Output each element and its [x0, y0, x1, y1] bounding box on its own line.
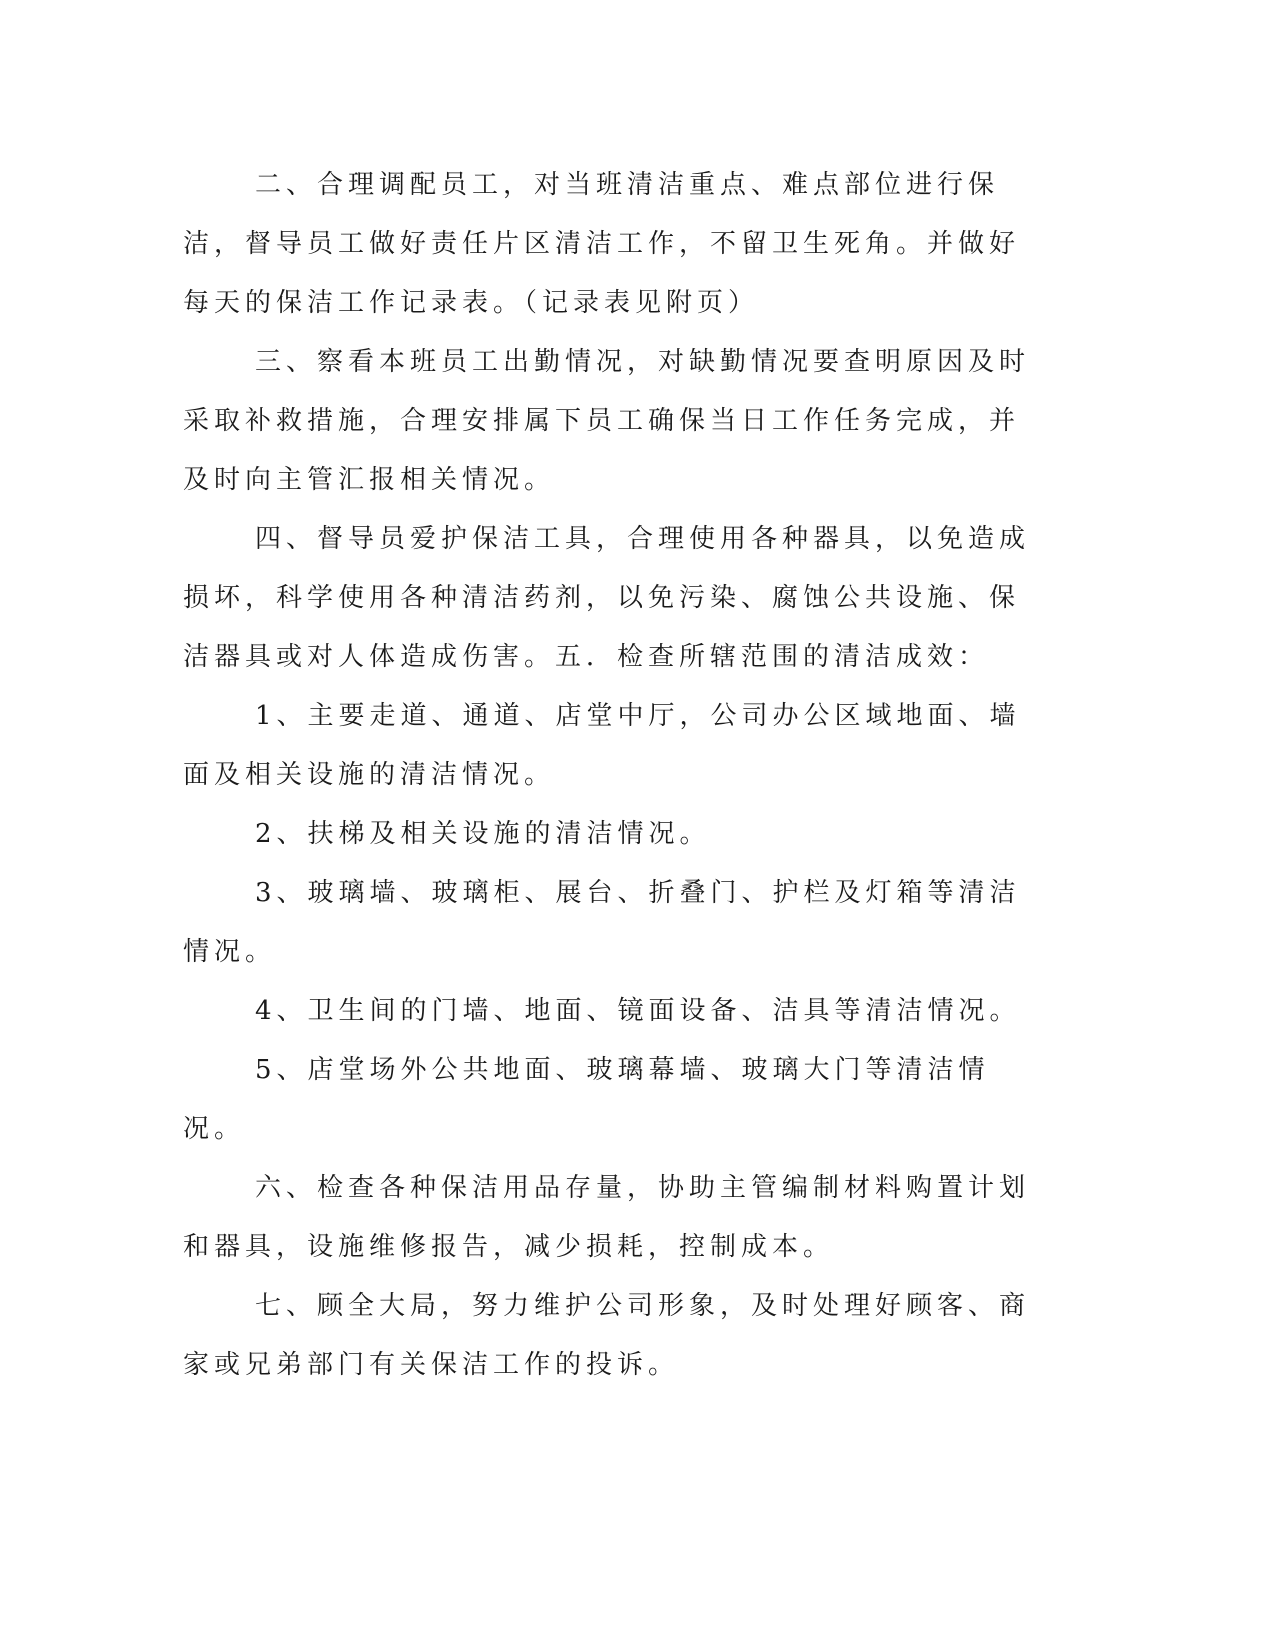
list-item-4-restrooms: 4、卫生间的门墙、地面、镜面设备、洁具等清洁情况。 [255, 996, 1021, 1026]
list-item-1-corridors: 1、主要走道、通道、店堂中厅，公司办公区域地面、墙面及相关设施的清洁情况。 [183, 701, 1021, 790]
paragraph-7-complaints: 七、顾全大局，努力维护公司形象，及时处理好顾客、商家或兄弟部门有关保洁工作的投诉。 [183, 1291, 1031, 1380]
list-item-2-escalators: 2、扶梯及相关设施的清洁情况。 [255, 819, 711, 849]
paragraph-4-tools-care: 四、督导员爱护保洁工具，合理使用各种器具，以免造成损坏，科学使用各种清洁药剂，以免污染、腐蚀公共设施、保洁器具或对人体造成伤害。五．检查所辖范围的清洁成效： [183, 524, 1031, 672]
list-item-5-outdoor: 5、店堂场外公共地面、玻璃幕墙、玻璃大门等清洁情况。 [183, 1055, 990, 1144]
paragraph-6-supplies: 六、检查各种保洁用品存量，协助主管编制材料购置计划和器具，设施维修报告，减少损耗，控制成本。 [183, 1173, 1031, 1262]
list-item-3-glass: 3、玻璃墙、玻璃柜、展台、折叠门、护栏及灯箱等清洁情况。 [183, 878, 1021, 967]
paragraph-2-staff-allocation: 二、合理调配员工，对当班清洁重点、难点部位进行保洁，督导员工做好责任片区清洁工作，不留卫生死角。并做好每天的保洁工作记录表。（记录表见附页） [183, 170, 1021, 318]
document-body [183, 156, 1033, 1395]
paragraph-3-attendance: 三、察看本班员工出勤情况，对缺勤情况要查明原因及时采取补救措施，合理安排属下员工确保当日工作任务完成，并及时向主管汇报相关情况。 [183, 347, 1031, 495]
